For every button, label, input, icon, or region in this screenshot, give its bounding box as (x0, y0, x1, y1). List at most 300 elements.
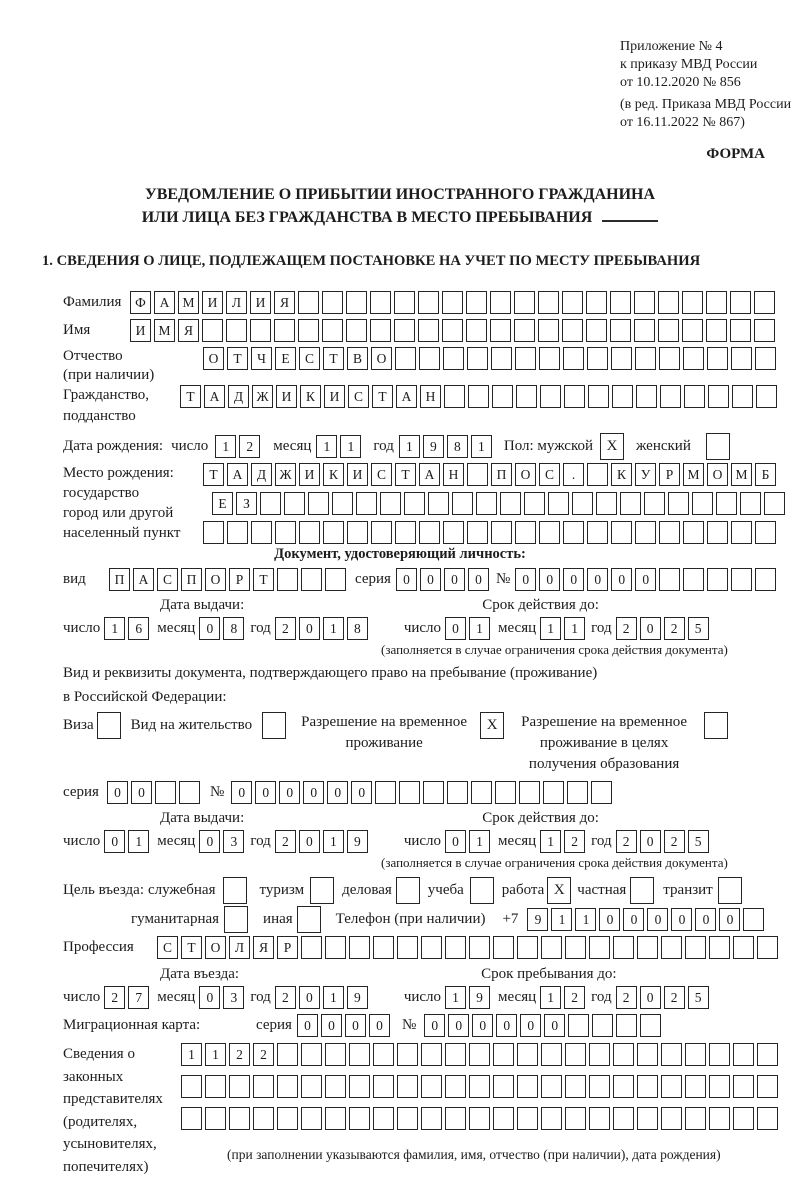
char-cell[interactable]: Т (372, 385, 393, 408)
char-cell[interactable]: 3 (223, 830, 244, 853)
char-cell[interactable] (587, 521, 608, 544)
char-cell[interactable] (637, 1043, 658, 1066)
char-cell[interactable] (224, 906, 248, 933)
char-cell[interactable]: Е (275, 347, 296, 370)
char-cell[interactable] (733, 1107, 754, 1130)
char-cell[interactable] (733, 1043, 754, 1066)
char-cell[interactable] (469, 936, 490, 959)
char-cell[interactable]: 0 (640, 617, 661, 640)
char-cell[interactable] (644, 492, 665, 515)
char-cell[interactable]: О (371, 347, 392, 370)
char-cell[interactable] (418, 319, 439, 342)
char-cell[interactable] (277, 1075, 298, 1098)
char-cell[interactable]: С (539, 463, 560, 486)
char-cell[interactable]: И (276, 385, 297, 408)
char-cell[interactable] (325, 1043, 346, 1066)
char-cell[interactable]: А (204, 385, 225, 408)
char-cell[interactable] (668, 492, 689, 515)
char-cell[interactable] (707, 347, 728, 370)
purpose-other-checkbox[interactable] (297, 906, 321, 933)
char-cell[interactable]: У (635, 463, 656, 486)
char-cell[interactable] (349, 1043, 370, 1066)
char-cell[interactable]: 0 (327, 781, 348, 804)
char-cell[interactable] (565, 1075, 586, 1098)
char-cell[interactable]: И (130, 319, 151, 342)
char-cell[interactable] (587, 347, 608, 370)
char-cell[interactable] (757, 1075, 778, 1098)
char-cell[interactable] (396, 877, 420, 904)
char-cell[interactable] (660, 385, 681, 408)
char-cell[interactable] (637, 936, 658, 959)
char-cell[interactable] (466, 291, 487, 314)
char-cell[interactable]: 1 (540, 830, 561, 853)
entry-day-boxes[interactable] (104, 986, 149, 1009)
char-cell[interactable]: 0 (297, 1014, 318, 1037)
char-cell[interactable] (492, 385, 513, 408)
char-cell[interactable]: 0 (424, 1014, 445, 1037)
char-cell[interactable] (685, 1107, 706, 1130)
char-cell[interactable] (692, 492, 713, 515)
char-cell[interactable] (442, 319, 463, 342)
char-cell[interactable]: 0 (255, 781, 276, 804)
char-cell[interactable]: 0 (369, 1014, 390, 1037)
char-cell[interactable] (682, 291, 703, 314)
char-cell[interactable] (179, 781, 200, 804)
char-cell[interactable] (467, 521, 488, 544)
char-cell[interactable] (229, 1075, 250, 1098)
char-cell[interactable]: 1 (564, 617, 585, 640)
char-cell[interactable] (562, 319, 583, 342)
char-cell[interactable]: 0 (563, 568, 584, 591)
char-cell[interactable] (205, 1107, 226, 1130)
char-cell[interactable]: С (157, 568, 178, 591)
char-cell[interactable]: 0 (321, 1014, 342, 1037)
char-cell[interactable] (731, 568, 752, 591)
char-cell[interactable] (397, 1075, 418, 1098)
char-cell[interactable]: X (547, 877, 571, 904)
char-cell[interactable]: О (205, 568, 226, 591)
firstname-boxes[interactable] (130, 319, 775, 342)
char-cell[interactable] (732, 385, 753, 408)
char-cell[interactable] (538, 319, 559, 342)
id-doc-valid-year-boxes[interactable] (616, 617, 709, 640)
char-cell[interactable]: 0 (444, 568, 465, 591)
entry-month-boxes[interactable] (199, 986, 244, 1009)
char-cell[interactable] (586, 291, 607, 314)
char-cell[interactable]: 2 (664, 830, 685, 853)
char-cell[interactable] (538, 291, 559, 314)
char-cell[interactable] (635, 521, 656, 544)
char-cell[interactable] (709, 936, 730, 959)
purpose-business-checkbox[interactable] (396, 877, 420, 904)
char-cell[interactable] (709, 1043, 730, 1066)
char-cell[interactable] (764, 492, 785, 515)
char-cell[interactable] (421, 1075, 442, 1098)
char-cell[interactable] (572, 492, 593, 515)
stay-year-boxes[interactable] (616, 986, 709, 1009)
char-cell[interactable]: Т (180, 385, 201, 408)
char-cell[interactable] (706, 319, 727, 342)
char-cell[interactable] (322, 319, 343, 342)
char-cell[interactable]: 5 (688, 986, 709, 1009)
char-cell[interactable] (517, 1107, 538, 1130)
char-cell[interactable] (470, 877, 494, 904)
char-cell[interactable]: 0 (472, 1014, 493, 1037)
char-cell[interactable]: Ф (130, 291, 151, 314)
char-cell[interactable] (226, 319, 247, 342)
char-cell[interactable] (684, 385, 705, 408)
char-cell[interactable] (181, 1107, 202, 1130)
char-cell[interactable] (634, 319, 655, 342)
char-cell[interactable]: А (227, 463, 248, 486)
char-cell[interactable]: 0 (647, 908, 668, 931)
char-cell[interactable]: К (300, 385, 321, 408)
char-cell[interactable] (495, 781, 516, 804)
char-cell[interactable] (205, 1075, 226, 1098)
char-cell[interactable] (262, 712, 286, 739)
id-doc-series-boxes[interactable] (396, 568, 489, 591)
char-cell[interactable]: 2 (104, 986, 125, 1009)
char-cell[interactable] (709, 1075, 730, 1098)
char-cell[interactable]: Е (212, 492, 233, 515)
char-cell[interactable] (589, 936, 610, 959)
residence-issue-year-boxes[interactable] (275, 830, 368, 853)
char-cell[interactable] (517, 1075, 538, 1098)
char-cell[interactable] (370, 291, 391, 314)
char-cell[interactable] (277, 1043, 298, 1066)
char-cell[interactable] (562, 291, 583, 314)
char-cell[interactable]: 2 (229, 1043, 250, 1066)
char-cell[interactable]: З (236, 492, 257, 515)
char-cell[interactable]: 0 (515, 568, 536, 591)
char-cell[interactable]: Ж (275, 463, 296, 486)
char-cell[interactable] (567, 781, 588, 804)
char-cell[interactable] (659, 521, 680, 544)
char-cell[interactable] (754, 291, 775, 314)
char-cell[interactable] (592, 1014, 613, 1037)
char-cell[interactable] (397, 1107, 418, 1130)
char-cell[interactable] (589, 1075, 610, 1098)
char-cell[interactable]: М (683, 463, 704, 486)
char-cell[interactable]: О (707, 463, 728, 486)
char-cell[interactable] (706, 291, 727, 314)
birth-day-boxes[interactable] (215, 435, 260, 458)
char-cell[interactable]: 8 (347, 617, 368, 640)
char-cell[interactable]: 2 (239, 435, 260, 458)
char-cell[interactable] (733, 1075, 754, 1098)
char-cell[interactable] (277, 1107, 298, 1130)
residence-number-boxes[interactable] (231, 781, 612, 804)
char-cell[interactable] (325, 1075, 346, 1098)
char-cell[interactable] (539, 347, 560, 370)
char-cell[interactable]: 0 (599, 908, 620, 931)
char-cell[interactable] (490, 291, 511, 314)
char-cell[interactable] (445, 1075, 466, 1098)
char-cell[interactable]: А (133, 568, 154, 591)
char-cell[interactable] (514, 291, 535, 314)
char-cell[interactable] (421, 1107, 442, 1130)
char-cell[interactable] (394, 291, 415, 314)
char-cell[interactable] (541, 1043, 562, 1066)
char-cell[interactable]: И (324, 385, 345, 408)
char-cell[interactable] (757, 1107, 778, 1130)
char-cell[interactable] (229, 1107, 250, 1130)
char-cell[interactable] (373, 1107, 394, 1130)
char-cell[interactable]: 0 (345, 1014, 366, 1037)
char-cell[interactable] (452, 492, 473, 515)
char-cell[interactable] (356, 492, 377, 515)
char-cell[interactable] (682, 319, 703, 342)
char-cell[interactable]: 0 (351, 781, 372, 804)
char-cell[interactable] (634, 291, 655, 314)
char-cell[interactable] (659, 347, 680, 370)
char-cell[interactable] (661, 1075, 682, 1098)
char-cell[interactable] (613, 1075, 634, 1098)
char-cell[interactable]: Я (253, 936, 274, 959)
char-cell[interactable]: 0 (520, 1014, 541, 1037)
char-cell[interactable]: 0 (199, 830, 220, 853)
char-cell[interactable]: 9 (527, 908, 548, 931)
char-cell[interactable] (704, 712, 728, 739)
char-cell[interactable] (613, 1107, 634, 1130)
char-cell[interactable] (181, 1075, 202, 1098)
char-cell[interactable] (301, 1043, 322, 1066)
id-doc-issue-day-boxes[interactable] (104, 617, 149, 640)
char-cell[interactable]: Д (228, 385, 249, 408)
char-cell[interactable] (395, 347, 416, 370)
char-cell[interactable] (155, 781, 176, 804)
char-cell[interactable] (635, 347, 656, 370)
char-cell[interactable] (730, 319, 751, 342)
char-cell[interactable] (346, 291, 367, 314)
char-cell[interactable]: 2 (616, 986, 637, 1009)
char-cell[interactable] (447, 781, 468, 804)
char-cell[interactable]: 2 (564, 830, 585, 853)
char-cell[interactable] (611, 347, 632, 370)
char-cell[interactable]: 0 (199, 986, 220, 1009)
char-cell[interactable]: 1 (323, 830, 344, 853)
char-cell[interactable]: В (347, 347, 368, 370)
char-cell[interactable] (707, 568, 728, 591)
char-cell[interactable] (476, 492, 497, 515)
id-doc-kind-boxes[interactable] (109, 568, 346, 591)
char-cell[interactable] (227, 521, 248, 544)
representatives-row3-boxes[interactable] (181, 1107, 778, 1130)
char-cell[interactable]: Т (203, 463, 224, 486)
char-cell[interactable] (706, 433, 730, 460)
char-cell[interactable] (469, 1107, 490, 1130)
char-cell[interactable]: . (563, 463, 584, 486)
char-cell[interactable] (418, 291, 439, 314)
char-cell[interactable]: Ж (252, 385, 273, 408)
char-cell[interactable] (515, 521, 536, 544)
id-doc-issue-month-boxes[interactable] (199, 617, 244, 640)
char-cell[interactable] (445, 1107, 466, 1130)
char-cell[interactable]: 2 (616, 617, 637, 640)
char-cell[interactable]: М (731, 463, 752, 486)
char-cell[interactable]: 2 (664, 617, 685, 640)
char-cell[interactable] (613, 1043, 634, 1066)
char-cell[interactable]: 0 (445, 617, 466, 640)
char-cell[interactable] (731, 521, 752, 544)
char-cell[interactable] (467, 463, 488, 486)
char-cell[interactable] (588, 385, 609, 408)
char-cell[interactable] (325, 568, 346, 591)
char-cell[interactable] (548, 492, 569, 515)
char-cell[interactable] (755, 347, 776, 370)
char-cell[interactable]: X (480, 712, 504, 739)
char-cell[interactable] (275, 521, 296, 544)
char-cell[interactable] (322, 291, 343, 314)
char-cell[interactable] (491, 521, 512, 544)
char-cell[interactable]: Р (229, 568, 250, 591)
char-cell[interactable] (563, 521, 584, 544)
char-cell[interactable] (445, 1043, 466, 1066)
migration-card-number-boxes[interactable] (424, 1014, 661, 1037)
char-cell[interactable] (524, 492, 545, 515)
purpose-official-checkbox[interactable] (223, 877, 247, 904)
char-cell[interactable] (540, 385, 561, 408)
birth-place-row1-boxes[interactable] (203, 463, 785, 486)
char-cell[interactable]: 9 (469, 986, 490, 1009)
char-cell[interactable]: Т (227, 347, 248, 370)
char-cell[interactable] (395, 521, 416, 544)
char-cell[interactable]: Я (178, 319, 199, 342)
char-cell[interactable]: С (348, 385, 369, 408)
char-cell[interactable]: 1 (540, 986, 561, 1009)
char-cell[interactable]: П (109, 568, 130, 591)
char-cell[interactable]: 0 (623, 908, 644, 931)
char-cell[interactable] (308, 492, 329, 515)
char-cell[interactable] (514, 319, 535, 342)
char-cell[interactable] (610, 319, 631, 342)
char-cell[interactable] (565, 936, 586, 959)
char-cell[interactable] (757, 936, 778, 959)
char-cell[interactable]: 2 (664, 986, 685, 1009)
char-cell[interactable]: И (250, 291, 271, 314)
char-cell[interactable] (203, 521, 224, 544)
stay-month-boxes[interactable] (540, 986, 585, 1009)
char-cell[interactable] (685, 1043, 706, 1066)
char-cell[interactable] (301, 936, 322, 959)
char-cell[interactable] (716, 492, 737, 515)
char-cell[interactable]: С (157, 936, 178, 959)
char-cell[interactable]: С (299, 347, 320, 370)
char-cell[interactable] (683, 347, 704, 370)
char-cell[interactable] (490, 319, 511, 342)
char-cell[interactable]: 1 (340, 435, 361, 458)
char-cell[interactable] (563, 347, 584, 370)
residence-issue-day-boxes[interactable] (104, 830, 149, 853)
char-cell[interactable]: 7 (128, 986, 149, 1009)
char-cell[interactable]: 9 (347, 986, 368, 1009)
char-cell[interactable] (500, 492, 521, 515)
char-cell[interactable]: О (203, 347, 224, 370)
char-cell[interactable]: 0 (231, 781, 252, 804)
char-cell[interactable] (394, 319, 415, 342)
char-cell[interactable]: 0 (695, 908, 716, 931)
char-cell[interactable]: П (181, 568, 202, 591)
char-cell[interactable] (493, 1043, 514, 1066)
char-cell[interactable]: Т (181, 936, 202, 959)
char-cell[interactable] (516, 385, 537, 408)
residence-valid-year-boxes[interactable] (616, 830, 709, 853)
char-cell[interactable] (444, 385, 465, 408)
char-cell[interactable] (349, 1075, 370, 1098)
char-cell[interactable] (637, 1107, 658, 1130)
purpose-humanitarian-checkbox[interactable] (224, 906, 248, 933)
char-cell[interactable]: 1 (575, 908, 596, 931)
char-cell[interactable] (253, 1107, 274, 1130)
char-cell[interactable] (323, 521, 344, 544)
char-cell[interactable]: И (202, 291, 223, 314)
char-cell[interactable]: М (154, 319, 175, 342)
char-cell[interactable]: 0 (496, 1014, 517, 1037)
birth-year-boxes[interactable] (399, 435, 492, 458)
char-cell[interactable]: 2 (275, 986, 296, 1009)
id-doc-number-boxes[interactable] (515, 568, 776, 591)
char-cell[interactable]: 0 (396, 568, 417, 591)
char-cell[interactable]: 0 (279, 781, 300, 804)
char-cell[interactable] (683, 568, 704, 591)
representatives-row2-boxes[interactable] (181, 1075, 778, 1098)
char-cell[interactable] (517, 936, 538, 959)
char-cell[interactable] (471, 781, 492, 804)
profession-boxes[interactable] (157, 936, 778, 959)
char-cell[interactable]: А (396, 385, 417, 408)
char-cell[interactable]: 1 (445, 986, 466, 1009)
char-cell[interactable] (683, 521, 704, 544)
char-cell[interactable]: 0 (303, 781, 324, 804)
char-cell[interactable]: 1 (205, 1043, 226, 1066)
char-cell[interactable] (709, 1107, 730, 1130)
entry-year-boxes[interactable] (275, 986, 368, 1009)
char-cell[interactable] (97, 712, 121, 739)
char-cell[interactable] (708, 385, 729, 408)
char-cell[interactable] (397, 936, 418, 959)
char-cell[interactable] (541, 936, 562, 959)
char-cell[interactable] (468, 385, 489, 408)
char-cell[interactable] (661, 936, 682, 959)
char-cell[interactable] (659, 568, 680, 591)
sex-male-checkbox[interactable] (600, 433, 624, 460)
char-cell[interactable]: 1 (323, 986, 344, 1009)
char-cell[interactable] (586, 319, 607, 342)
char-cell[interactable]: 2 (275, 617, 296, 640)
char-cell[interactable]: 1 (181, 1043, 202, 1066)
char-cell[interactable]: 2 (616, 830, 637, 853)
char-cell[interactable]: 0 (299, 617, 320, 640)
char-cell[interactable]: И (347, 463, 368, 486)
char-cell[interactable] (298, 319, 319, 342)
rvp-education-checkbox[interactable] (704, 712, 728, 739)
char-cell[interactable] (612, 385, 633, 408)
char-cell[interactable] (380, 492, 401, 515)
char-cell[interactable]: К (611, 463, 632, 486)
char-cell[interactable] (589, 1043, 610, 1066)
char-cell[interactable]: 0 (544, 1014, 565, 1037)
char-cell[interactable] (743, 908, 764, 931)
char-cell[interactable]: 5 (688, 830, 709, 853)
char-cell[interactable]: X (600, 433, 624, 460)
birth-place-row2-boxes[interactable] (212, 492, 785, 515)
char-cell[interactable]: 0 (199, 617, 220, 640)
char-cell[interactable] (466, 319, 487, 342)
char-cell[interactable]: Л (229, 936, 250, 959)
char-cell[interactable]: 1 (215, 435, 236, 458)
char-cell[interactable]: 1 (104, 617, 125, 640)
char-cell[interactable] (658, 319, 679, 342)
